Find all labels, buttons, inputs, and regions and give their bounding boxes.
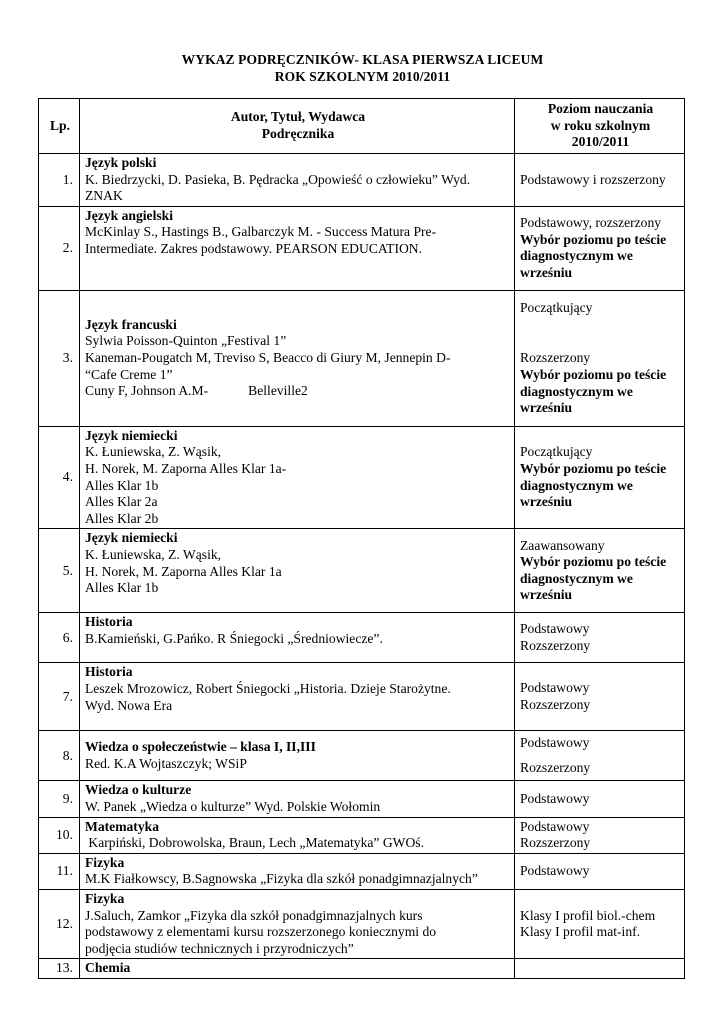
row-textbook: Język niemiecki K. Łuniewska, Z. Wąsik, H. Norek, M. Zaporna Alles Klar 1a Alles Klar 1b [80,529,515,613]
table-row [39,889,685,958]
row-textbook: Język polski K. Biedrzycki, D. Pasieka, B. Pędracka „Opowieść o człowieku” Wyd. ZNAK [80,154,515,207]
table-header-row [39,99,685,154]
table-row [39,781,685,817]
row-number: 5. [39,529,80,613]
subject-name: Język niemiecki [85,530,178,546]
row-level: Podstawowy Rozszerzony [515,663,685,731]
row-textbook: Historia Leszek Mrozowicz, Robert Śniegocki „Historia. Dzieje Starożytne. Wyd. Nowa Era [80,663,515,731]
row-number: 13. [39,959,80,979]
table-row [39,731,685,781]
row-level: Podstawowy, rozszerzony Wybór poziomu po teście diagnostycznym we wrześniu [515,206,685,290]
row-level: Podstawowy [515,853,685,889]
row-level: Podstawowy [515,781,685,817]
row-number: 6. [39,613,80,663]
table-row [39,817,685,853]
table-row [39,959,685,979]
table-row [39,529,685,613]
subject-name: Fizyka [85,854,125,870]
row-number: 8. [39,731,80,781]
row-number: 4. [39,426,80,529]
row-textbook: Historia B.Kamieński, G.Pańko. R Śniegocki „Średniowiecze”. [80,613,515,663]
row-textbook: Wiedza o kulturze W. Panek „Wiedza o kulturze” Wyd. Polskie Wołomin [80,781,515,817]
header-lp: Lp. [39,99,80,154]
row-textbook: Matematyka Karpiński, Dobrowolska, Braun, Lech „Matematyka” GWOś. [80,817,515,853]
subject-name: Matematyka [85,818,159,834]
row-number: 11. [39,853,80,889]
row-level: Podstawowy i rozszerzony [515,154,685,207]
textbook-table [38,98,685,979]
table-row [39,206,685,290]
row-number: 1. [39,154,80,207]
row-number: 7. [39,663,80,731]
row-level: Podstawowy Rozszerzony [515,817,685,853]
document-title: WYKAZ PODRĘCZNIKÓW- KLASA PIERWSZA LICEUM [181,52,544,67]
row-textbook: Język angielski McKinlay S., Hastings B., Galbarczyk M. - Success Matura Pre- Intermediate. Zakres podstawowy. PEARSON EDUCATION. [80,206,515,290]
row-textbook: Wiedza o społeczeństwie – klasa I, II,III Red. K.A Wojtaszczyk; WSiP [80,731,515,781]
row-textbook: Język niemiecki K. Łuniewska, Z. Wąsik, H. Norek, M. Zaporna Alles Klar 1a- Alles Klar 1b Alles Klar 2a Alles Klar 2b [80,426,515,529]
table-row [39,154,685,207]
subject-name: Historia [85,664,133,680]
row-number: 12. [39,889,80,958]
subject-name: Historia [85,614,133,630]
row-level: Początkujący Rozszerzony Wybór poziomu po teście diagnostycznym we wrześniu [515,290,685,426]
table-row [39,290,685,426]
table-row [39,663,685,731]
row-textbook: Język francuski Sylwia Poisson-Quinton „Festival 1” Kaneman-Pougatch M, Treviso S, Beacco di Giury M, Jennepin D- “Cafe Creme 1” Cuny F, Johnson A.M- Belleville2 [80,290,515,426]
row-number: 3. [39,290,80,426]
row-level: Klasy I profil biol.-chem Klasy I profil mat-inf. [515,889,685,958]
subject-name: Chemia [85,960,131,976]
subject-name: Język niemiecki [85,427,178,443]
header-author: Autor, Tytuł, Wydawca Podręcznika [80,99,515,154]
header-level: Poziom nauczania w roku szkolnym 2010/2011 [515,99,685,154]
row-number: 2. [39,206,80,290]
row-textbook: Fizyka J.Saluch, Zamkor „Fizyka dla szkół ponadgimnazjalnych kurs podstawowy z elementami kursu rozszerzonego koniecznymi do podjęcia studiów technicznych i przyrodniczych” [80,889,515,958]
subject-name: Język angielski [85,207,173,223]
row-number: 9. [39,781,80,817]
row-textbook: Fizyka M.K Fiałkowscy, B.Sagnowska „Fizyka dla szkół ponadgimnazjalnych” [80,853,515,889]
subject-name: Język polski [85,155,157,170]
subject-name: Wiedza o kulturze [85,782,192,798]
row-level: Zaawansowany Wybór poziomu po teście diagnostycznym we wrześniu [515,529,685,613]
row-number: 10. [39,817,80,853]
subject-name: Wiedza o społeczeństwie – klasa I, II,III [85,739,316,755]
table-row [39,426,685,529]
document-subtitle: ROK SZKOLNYM 2010/2011 [274,69,451,84]
row-level [515,959,685,979]
row-level: Początkujący Wybór poziomu po teście diagnostycznym we wrześniu [515,426,685,529]
subject-name: Fizyka [85,890,125,906]
subject-name: Język francuski [85,316,177,332]
row-textbook [80,959,515,979]
row-level: Podstawowy Rozszerzony [515,613,685,663]
table-row [39,853,685,889]
row-level: Podstawowy Rozszerzony [515,731,685,781]
table-row [39,613,685,663]
